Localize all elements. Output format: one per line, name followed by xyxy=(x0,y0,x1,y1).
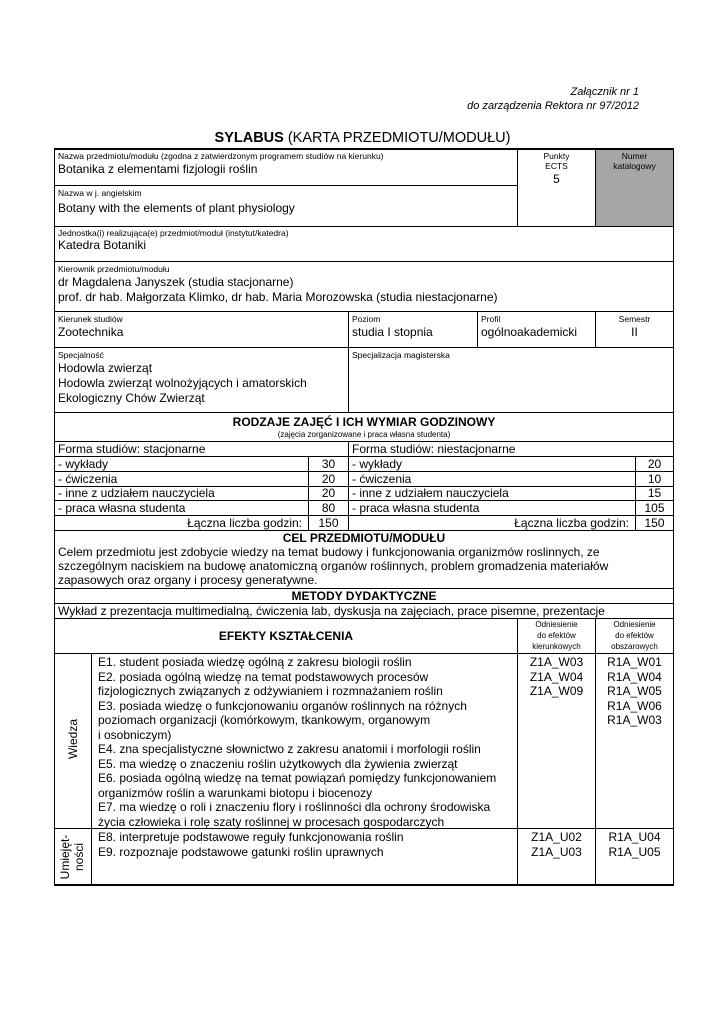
english-name-label: Nazwa w j. angielskim xyxy=(58,188,142,198)
extramural-row-label: - wykłady xyxy=(352,457,403,471)
knowledge-outcome-line: E5. ma wiedzę o znaczeniu roślin użytkowych dla żywienia zwierząt xyxy=(98,756,458,771)
stationary-row-value: 30 xyxy=(321,457,336,471)
outcomes-title: EFEKTY KSZTAŁCENIA xyxy=(218,629,354,643)
knowledge-area-ref: R1A_W03 xyxy=(607,713,662,727)
course-head-label: Kierownik przedmiotu/modułu xyxy=(58,264,170,274)
extramural-row-label: - praca własna studenta xyxy=(352,501,480,515)
stationary-row-label: - inne z udziałem nauczyciela xyxy=(58,486,215,500)
goal-line-1: Celem przedmiotu jest zdobycie wiedzy na temat budowy i funkcjonowania organizmów roslinnych, ze xyxy=(58,545,600,559)
stationary-row-value: 80 xyxy=(321,501,336,515)
master-specialization-label: Specjalizacja magisterska xyxy=(352,350,450,360)
specialty-label: Specjalność xyxy=(58,350,104,360)
ects-value: 5 xyxy=(553,172,560,186)
course-name: Botanika z elementami fizjologii roślin xyxy=(58,162,258,176)
extramural-total-label: Łączna liczba godzin: xyxy=(514,516,629,530)
knowledge-outcome-line: organizmów roślin a warunkami biotopu i biocenozy xyxy=(98,785,373,800)
goal-line-3: zapasowych oraz organy i procesy generatywne. xyxy=(58,573,318,587)
hours-subtitle: (zajęcia zorganizowane i praca własna studenta) xyxy=(277,430,451,439)
ref-directional-header: kierunkowych xyxy=(532,642,581,651)
skills-area-ref: R1A_U04 xyxy=(608,830,661,844)
stationary-row-label: - ćwiczenia xyxy=(58,472,118,486)
specialty-line-1: Hodowla zwierząt xyxy=(58,361,153,375)
unit-name: Katedra Botaniki xyxy=(58,238,147,252)
skills-area-ref: R1A_U05 xyxy=(608,844,661,859)
field-value: Zootechnika xyxy=(58,325,124,339)
knowledge-directional-ref: Z1A_W03 xyxy=(529,655,584,669)
knowledge-directional-ref: Z1A_W09 xyxy=(529,684,584,698)
english-name: Botany with the elements of plant physiology xyxy=(58,201,295,215)
knowledge-outcome-line: E4. zna specjalistyczne słownictwo z zakresu anatomii i morfologii roślin xyxy=(98,742,481,756)
extramural-row-value: 10 xyxy=(647,472,662,486)
extramural-total-value: 150 xyxy=(644,516,665,530)
skills-directional-ref: Z1A_U02 xyxy=(531,830,582,844)
ref-area-header: Odniesienie xyxy=(613,620,656,629)
knowledge-area-ref: R1A_W06 xyxy=(607,698,662,713)
knowledge-directional-ref: Z1A_W04 xyxy=(529,669,584,684)
stationary-row-label: - praca własna studenta xyxy=(58,501,186,515)
stationary-row-value: 20 xyxy=(321,472,336,486)
ref-directional-header: Odniesienie xyxy=(535,620,578,629)
course-head-line-1: dr Magdalena Janyszek (studia stacjonarne) xyxy=(58,275,294,289)
skills-outcome-line: E9. rozpoznaje podstawowe gatunki roślin uprawnych xyxy=(98,844,384,859)
extramural-row-value: 105 xyxy=(644,501,665,515)
profile-label: Profil xyxy=(481,314,501,324)
knowledge-outcome-line: poziomach organizacji (komórkowym, tkankowym, organowym xyxy=(98,713,431,727)
knowledge-area-ref: R1A_W01 xyxy=(607,655,662,669)
knowledge-area-ref: R1A_W05 xyxy=(607,684,662,698)
profile-value: ogólnoakademicki xyxy=(481,325,578,339)
level-label: Poziom xyxy=(352,314,381,324)
extramural-row-label: - ćwiczenia xyxy=(352,472,412,486)
knowledge-outcome-line: E7. ma wiedzę o roli i znaczeniu flory i roślinności dla ochrony środowiska xyxy=(98,800,491,814)
extramural-row-value: 15 xyxy=(647,486,662,500)
course-head-line-2: prof. dr hab. Małgorzata Klimko, dr hab. Maria Morozowska (studia niestacjonarne) xyxy=(58,290,498,304)
specialty-line-2: Hodowla zwierząt wolnożyjących i amatorskich xyxy=(58,376,307,390)
ref-area-header: obszarowych xyxy=(611,642,658,651)
attachment-label: Załącznik nr 1 xyxy=(570,86,639,98)
stationary-row-value: 20 xyxy=(321,486,336,500)
catalog-number-label: Numer xyxy=(621,151,648,161)
ects-label: Punkty xyxy=(543,151,570,161)
level-value: studia I stopnia xyxy=(352,325,433,339)
ref-directional-header: do efektów xyxy=(537,631,576,640)
skills-outcome-line: E8. interpretuje podstawowe reguły funkcjonowania roślin xyxy=(98,830,404,844)
page-title: SYLABUS (KARTA PRZEDMIOTU/MODUŁU) xyxy=(214,130,511,146)
skills-category: Umiejęt- ności xyxy=(58,834,86,880)
knowledge-category: Wiedza xyxy=(66,719,80,760)
specialty-line-3: Ekologiczny Chów Zwierząt xyxy=(58,391,205,405)
field-label: Kierunek studiów xyxy=(58,314,123,324)
knowledge-outcome-line: E1. student posiada wiedzę ogólną z zakresu biologii roślin xyxy=(98,655,412,669)
goal-line-2: szczególnym naciskiem na budowę anatomiczną organów roślinnych, problem gromadzenia materiałów xyxy=(58,559,609,573)
stationary-row-label: - wykłady xyxy=(58,457,109,471)
knowledge-outcome-line: E6. posiada ogólną wiedzę na temat powiązań pomiędzy funkcjonowaniem xyxy=(98,771,497,785)
knowledge-outcome-line: E3. posiada wiedzę o funkcjonowaniu organów roślinnych na różnych xyxy=(98,698,467,713)
regulation-reference: do zarządzenia Rektora nr 97/2012 xyxy=(467,100,639,112)
stationary-total-value: 150 xyxy=(318,516,339,530)
knowledge-outcome-line: fizjologicznych związanych z odżywianiem i rozmnażaniem roślin xyxy=(98,684,443,698)
methods-text: Wykład z prezentacja multimedialną, ćwiczenia lab, dyskusja na zajęciach, prace pisemne, prezentacje xyxy=(58,604,605,618)
semester-value: II xyxy=(631,325,638,339)
goal-title: CEL PRZEDMIOTU/MODUŁU xyxy=(282,531,446,545)
semester-label: Semestr xyxy=(618,314,651,324)
ects-label-2: ECTS xyxy=(545,161,568,171)
course-name-label: Nazwa przedmiotu/modułu (zgodna z zatwierdzonym programem studiów na kierunku) xyxy=(58,151,384,161)
knowledge-outcome-line: i osobniczym) xyxy=(98,727,172,742)
extramural-form-label: Forma studiów: niestacjonarne xyxy=(352,442,516,456)
skills-directional-ref: Z1A_U03 xyxy=(531,844,582,859)
stationary-total-label: Łączna liczba godzin: xyxy=(187,516,302,530)
unit-label: Jednostka(i) realizująca(e) przedmiot/moduł (instytut/katedra) xyxy=(58,228,289,238)
ref-area-header: do efektów xyxy=(615,631,654,640)
hours-title: RODZAJE ZAJĘĆ I ICH WYMIAR GODZINOWY xyxy=(232,415,496,429)
methods-title: METODY DYDAKTYCZNE xyxy=(291,589,437,603)
extramural-row-value: 20 xyxy=(647,457,662,471)
knowledge-area-ref: R1A_W04 xyxy=(607,669,662,684)
stationary-form-label: Forma studiów: stacjonarne xyxy=(58,442,206,456)
extramural-row-label: - inne z udziałem nauczyciela xyxy=(352,486,509,500)
catalog-number-label-2: katalogowy xyxy=(613,161,656,171)
knowledge-outcome-line: E2. posiada ogólną wiedzę na temat podstawowych procesów xyxy=(98,669,429,684)
knowledge-outcome-line: życia człowieka i rolę szaty roślinnej w procesach gospodarczych xyxy=(98,814,445,829)
